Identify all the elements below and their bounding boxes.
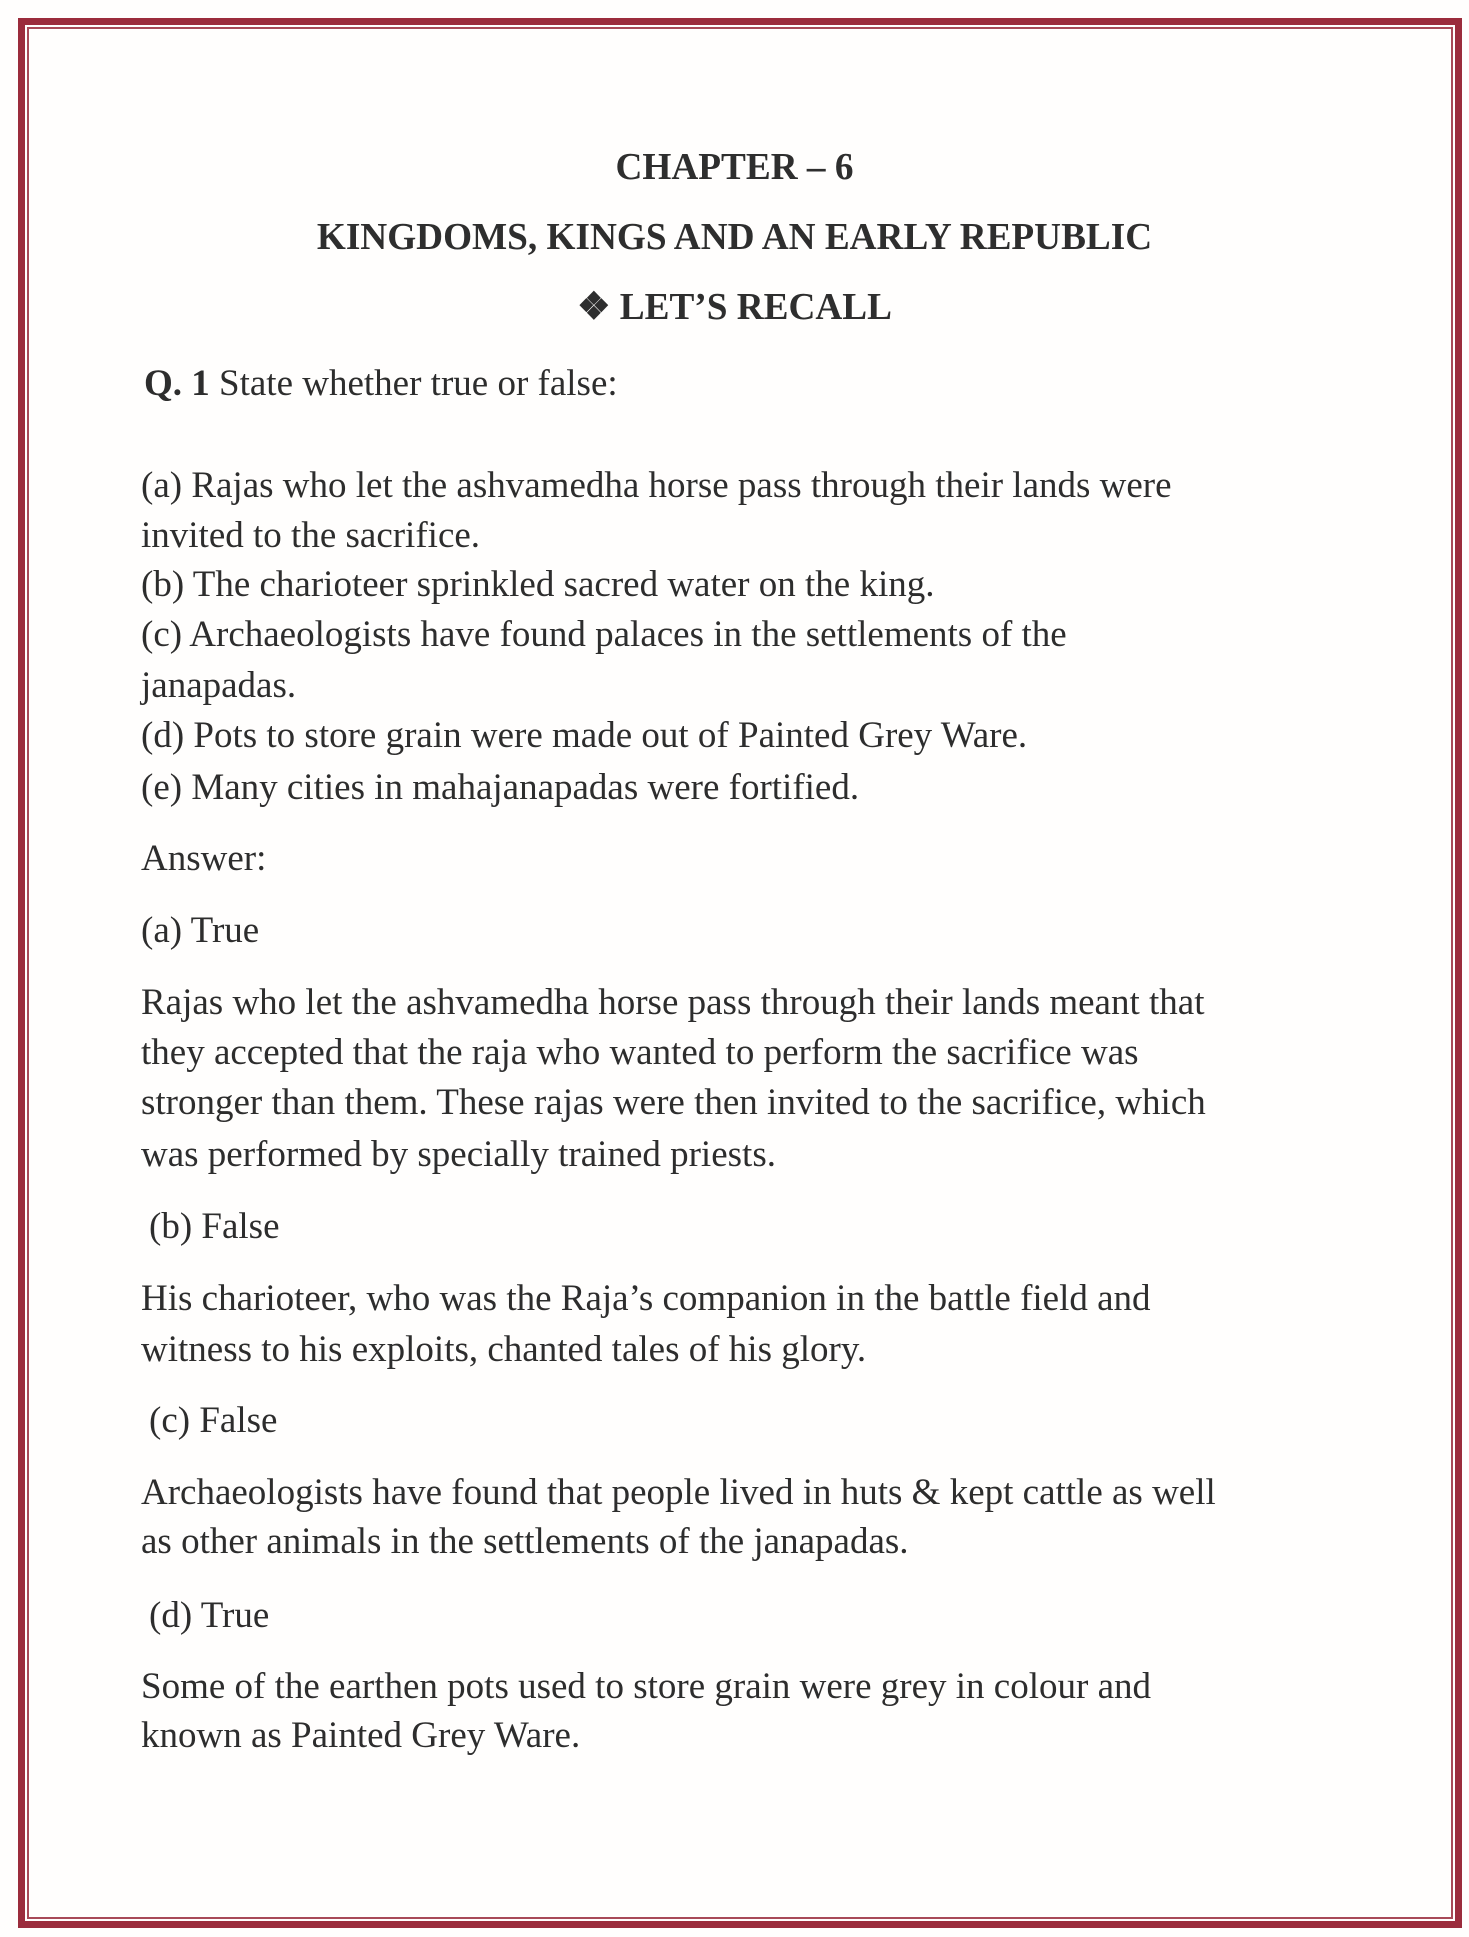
question-item: (e) Many cities in mahajanapadas were fortified. [141,767,860,808]
answer-line: they accepted that the raja who wanted to perform the sacrifice was [141,1032,1139,1073]
question-item: (b) The charioteer sprinkled sacred water on the king. [141,564,935,605]
question-item: (d) Pots to store grain were made out of Painted Grey Ware. [141,715,1028,756]
question-item: (c) Archaeologists have found palaces in the settlements of the [141,614,1067,655]
diamond-bullet-icon: ❖ [577,286,611,328]
question-prompt [144,364,618,404]
section-heading [15,288,1455,326]
answer-line: His charioteer, who was the Raja’s companion in the battle field and [141,1278,1151,1319]
answer-line: stronger than them. These rajas were then invited to the sacrifice, which [141,1082,1206,1123]
answer-verdict-c: (c) False [149,1400,278,1441]
answer-line: witness to his exploits, chanted tales of his glory. [141,1329,867,1370]
answer-verdict-a: (a) True [141,910,260,951]
answer-line: Some of the earthen pots used to store grain were grey in colour and [141,1666,1152,1707]
chapter-heading: CHAPTER – 6 [615,146,854,188]
question-text: State whether true or false: [219,363,618,404]
answer-line: Rajas who let the ashvamedha horse pass through their lands meant that [141,982,1205,1023]
section-heading-text: LET’S RECALL [619,286,892,328]
chapter-title: KINGDOMS, KINGS AND AN EARLY REPUBLIC [316,216,1153,258]
answer-line: Archaeologists have found that people lived in huts & kept cattle as well [141,1472,1216,1513]
question-label: Q. 1 [144,363,210,404]
answer-verdict-d: (d) True [149,1595,270,1636]
question-item: janapadas. [141,665,297,706]
answer-line: as other animals in the settlements of the janapadas. [141,1521,909,1562]
answer-verdict-b: (b) False [149,1206,280,1247]
answer-line: was performed by specially trained priests. [141,1134,776,1175]
answer-line: known as Painted Grey Ware. [141,1715,581,1756]
answer-label: Answer: [141,838,267,879]
question-item: invited to the sacrifice. [141,515,481,556]
question-item: (a) Rajas who let the ashvamedha horse pass through their lands were [141,465,1172,506]
